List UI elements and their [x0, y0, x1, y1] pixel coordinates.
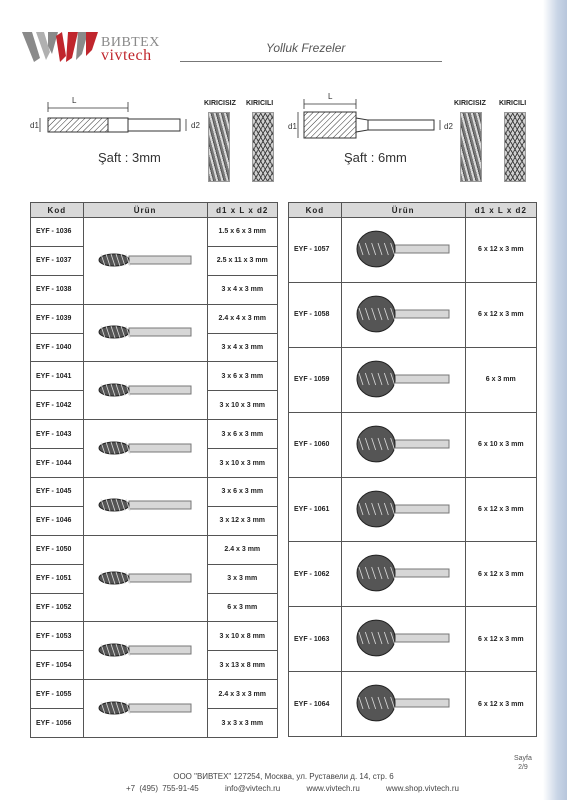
table-row — [31, 680, 278, 709]
table-header-row — [289, 203, 537, 218]
product-code: EYF - 1043 — [31, 420, 84, 449]
table-row — [289, 347, 537, 412]
product-dimensions: 3 x 6 x 3 mm — [207, 420, 277, 449]
cross-cut-label-6mm: KIRICILI — [499, 100, 527, 107]
logo-mark-icon — [22, 30, 98, 64]
product-dimensions: 2.4 x 4 x 3 mm — [207, 304, 277, 333]
table-row — [31, 478, 278, 507]
burr-tool-image — [347, 416, 459, 472]
logo-text-cyrillic: ВИВТЕХ — [101, 35, 160, 50]
product-dimensions: 3 x 10 x 8 mm — [207, 622, 277, 651]
right-product-table — [288, 202, 537, 737]
product-dimensions: 6 x 12 x 3 mm — [465, 477, 536, 542]
product-code: EYF - 1045 — [31, 478, 84, 507]
table-row — [31, 304, 278, 333]
burr-tool-image — [89, 321, 201, 343]
header-product: Ürün — [83, 203, 207, 218]
product-dimensions: 6 x 12 x 3 mm — [465, 282, 536, 347]
product-dimensions: 6 x 12 x 3 mm — [465, 607, 536, 672]
burr-tool-image — [89, 494, 201, 516]
table-row — [31, 218, 278, 247]
product-dimensions: 3 x 12 x 3 mm — [207, 506, 277, 535]
plain-cut-sample-image — [208, 112, 230, 182]
product-dimensions: 3 x 4 x 3 mm — [207, 275, 277, 304]
product-dimensions: 3 x 3 x 3 mm — [207, 709, 277, 738]
shank-3mm-diagram — [28, 90, 188, 145]
burr-tool-image — [347, 481, 459, 537]
table-row — [31, 622, 278, 651]
burr-tool-image — [89, 639, 201, 661]
header-code: Kod — [31, 203, 84, 218]
table-row — [289, 412, 537, 477]
product-code: EYF - 1059 — [289, 347, 342, 412]
product-image-cell — [341, 412, 465, 477]
product-dimensions: 3 x 3 mm — [207, 564, 277, 593]
product-image-cell — [341, 282, 465, 347]
product-image-cell — [83, 362, 207, 420]
product-code: EYF - 1038 — [31, 275, 84, 304]
vivtech-logo — [22, 30, 172, 70]
table-row — [289, 607, 537, 672]
product-image-cell — [83, 535, 207, 622]
product-dimensions: 6 x 10 x 3 mm — [465, 412, 536, 477]
burr-tool-image — [89, 697, 201, 719]
product-code: EYF - 1054 — [31, 651, 84, 680]
product-image-cell — [83, 478, 207, 536]
dim-d1-label-3mm: d1 — [30, 121, 39, 130]
footer-site[interactable]: www.vivtech.ru — [306, 784, 360, 793]
table-row — [31, 420, 278, 449]
product-dimensions: 2.5 x 11 x 3 mm — [207, 246, 277, 275]
product-dimensions: 6 x 12 x 3 mm — [465, 542, 536, 607]
shank-6mm-caption: Şaft : 6mm — [344, 150, 407, 165]
product-dimensions: 3 x 13 x 8 mm — [207, 651, 277, 680]
header-dims: d1 x L x d2 — [465, 203, 536, 218]
product-dimensions: 6 x 12 x 3 mm — [465, 218, 536, 283]
plain-cut-label-6mm: KIRICISIZ — [454, 100, 486, 107]
product-image-cell — [83, 218, 207, 305]
dim-L-label-6mm: L — [328, 92, 333, 101]
page-number: 2/9 — [518, 764, 528, 771]
product-code: EYF - 1055 — [31, 680, 84, 709]
product-code: EYF - 1053 — [31, 622, 84, 651]
product-image-cell — [341, 477, 465, 542]
page-edge-strip — [543, 0, 567, 800]
product-code: EYF - 1037 — [31, 246, 84, 275]
header-product: Ürün — [341, 203, 465, 218]
shank-3mm-caption: Şaft : 3mm — [98, 150, 161, 165]
table-row — [31, 535, 278, 564]
product-dimensions: 6 x 3 mm — [465, 347, 536, 412]
footer-address: ООО "ВИВТЕХ" 127254, Москва, ул. Руставели д. 14, стр. 6 — [173, 772, 394, 781]
cross-cut-sample-image-6mm — [504, 112, 526, 182]
product-image-cell — [341, 672, 465, 737]
table-row — [289, 282, 537, 347]
left-product-table — [30, 202, 278, 738]
table-row — [289, 672, 537, 737]
table-row — [289, 477, 537, 542]
table-row — [289, 542, 537, 607]
product-code: EYF - 1058 — [289, 282, 342, 347]
product-code: EYF - 1040 — [31, 333, 84, 362]
footer-phone: +7 (495) 755-91-45 — [126, 784, 199, 793]
cross-cut-label-3mm: KIRICILI — [246, 100, 274, 107]
product-dimensions: 3 x 6 x 3 mm — [207, 478, 277, 507]
page-title: Yolluk Frezeler — [266, 41, 346, 55]
dim-d1-label-6mm: d1 — [288, 122, 297, 131]
product-dimensions: 2.4 x 3 x 3 mm — [207, 680, 277, 709]
product-dimensions: 2.4 x 3 mm — [207, 535, 277, 564]
product-code: EYF - 1050 — [31, 535, 84, 564]
dim-d2-label-6mm: d2 — [444, 122, 453, 131]
product-code: EYF - 1060 — [289, 412, 342, 477]
product-image-cell — [83, 304, 207, 362]
header-code: Kod — [289, 203, 342, 218]
burr-tool-image — [89, 567, 201, 589]
product-image-cell — [83, 680, 207, 738]
product-image-cell — [83, 420, 207, 478]
dim-L-label-3mm: L — [72, 96, 77, 105]
title-divider — [180, 61, 442, 62]
header-dims: d1 x L x d2 — [207, 203, 277, 218]
product-dimensions: 6 x 12 x 3 mm — [465, 672, 536, 737]
burr-tool-image — [347, 545, 459, 601]
page-label: Sayfa — [514, 755, 532, 762]
product-code: EYF - 1052 — [31, 593, 84, 622]
footer-contacts — [126, 784, 481, 793]
burr-tool-image — [347, 675, 459, 731]
table-row — [31, 362, 278, 391]
burr-tool-image — [347, 221, 459, 277]
product-image-cell — [341, 347, 465, 412]
product-dimensions: 3 x 10 x 3 mm — [207, 449, 277, 478]
burr-tool-image — [347, 351, 459, 407]
footer-email[interactable]: info@vivtech.ru — [224, 784, 281, 793]
burr-tool-image — [347, 286, 459, 342]
burr-tool-image — [89, 379, 201, 401]
logo-text-latin: vivtech — [101, 47, 152, 64]
product-code: EYF - 1041 — [31, 362, 84, 391]
product-code: EYF - 1062 — [289, 542, 342, 607]
footer-shop[interactable]: www.shop.vivtech.ru — [386, 784, 459, 793]
product-image-cell — [341, 607, 465, 672]
product-image-cell — [341, 218, 465, 283]
product-code: EYF - 1051 — [31, 564, 84, 593]
product-code: EYF - 1064 — [289, 672, 342, 737]
product-code: EYF - 1042 — [31, 391, 84, 420]
burr-tool-image — [347, 610, 459, 666]
product-code: EYF - 1063 — [289, 607, 342, 672]
plain-cut-sample-image-6mm — [460, 112, 482, 182]
product-code: EYF - 1056 — [31, 709, 84, 738]
product-code: EYF - 1039 — [31, 304, 84, 333]
product-dimensions: 3 x 6 x 3 mm — [207, 362, 277, 391]
table-row — [289, 218, 537, 283]
product-code: EYF - 1061 — [289, 477, 342, 542]
product-dimensions: 3 x 4 x 3 mm — [207, 333, 277, 362]
cross-cut-sample-image — [252, 112, 274, 182]
shank-6mm-diagram — [290, 90, 450, 145]
product-code: EYF - 1044 — [31, 449, 84, 478]
product-dimensions: 1.5 x 6 x 3 mm — [207, 218, 277, 247]
product-code: EYF - 1046 — [31, 506, 84, 535]
product-image-cell — [83, 622, 207, 680]
product-code: EYF - 1057 — [289, 218, 342, 283]
burr-tool-image — [89, 249, 201, 271]
burr-tool-image — [89, 437, 201, 459]
product-dimensions: 3 x 10 x 3 mm — [207, 391, 277, 420]
table-header-row — [31, 203, 278, 218]
plain-cut-label-3mm: KIRICISIZ — [204, 100, 236, 107]
page-indicator — [514, 754, 532, 772]
product-image-cell — [341, 542, 465, 607]
dim-d2-label-3mm: d2 — [191, 121, 200, 130]
product-dimensions: 6 x 3 mm — [207, 593, 277, 622]
product-code: EYF - 1036 — [31, 218, 84, 247]
